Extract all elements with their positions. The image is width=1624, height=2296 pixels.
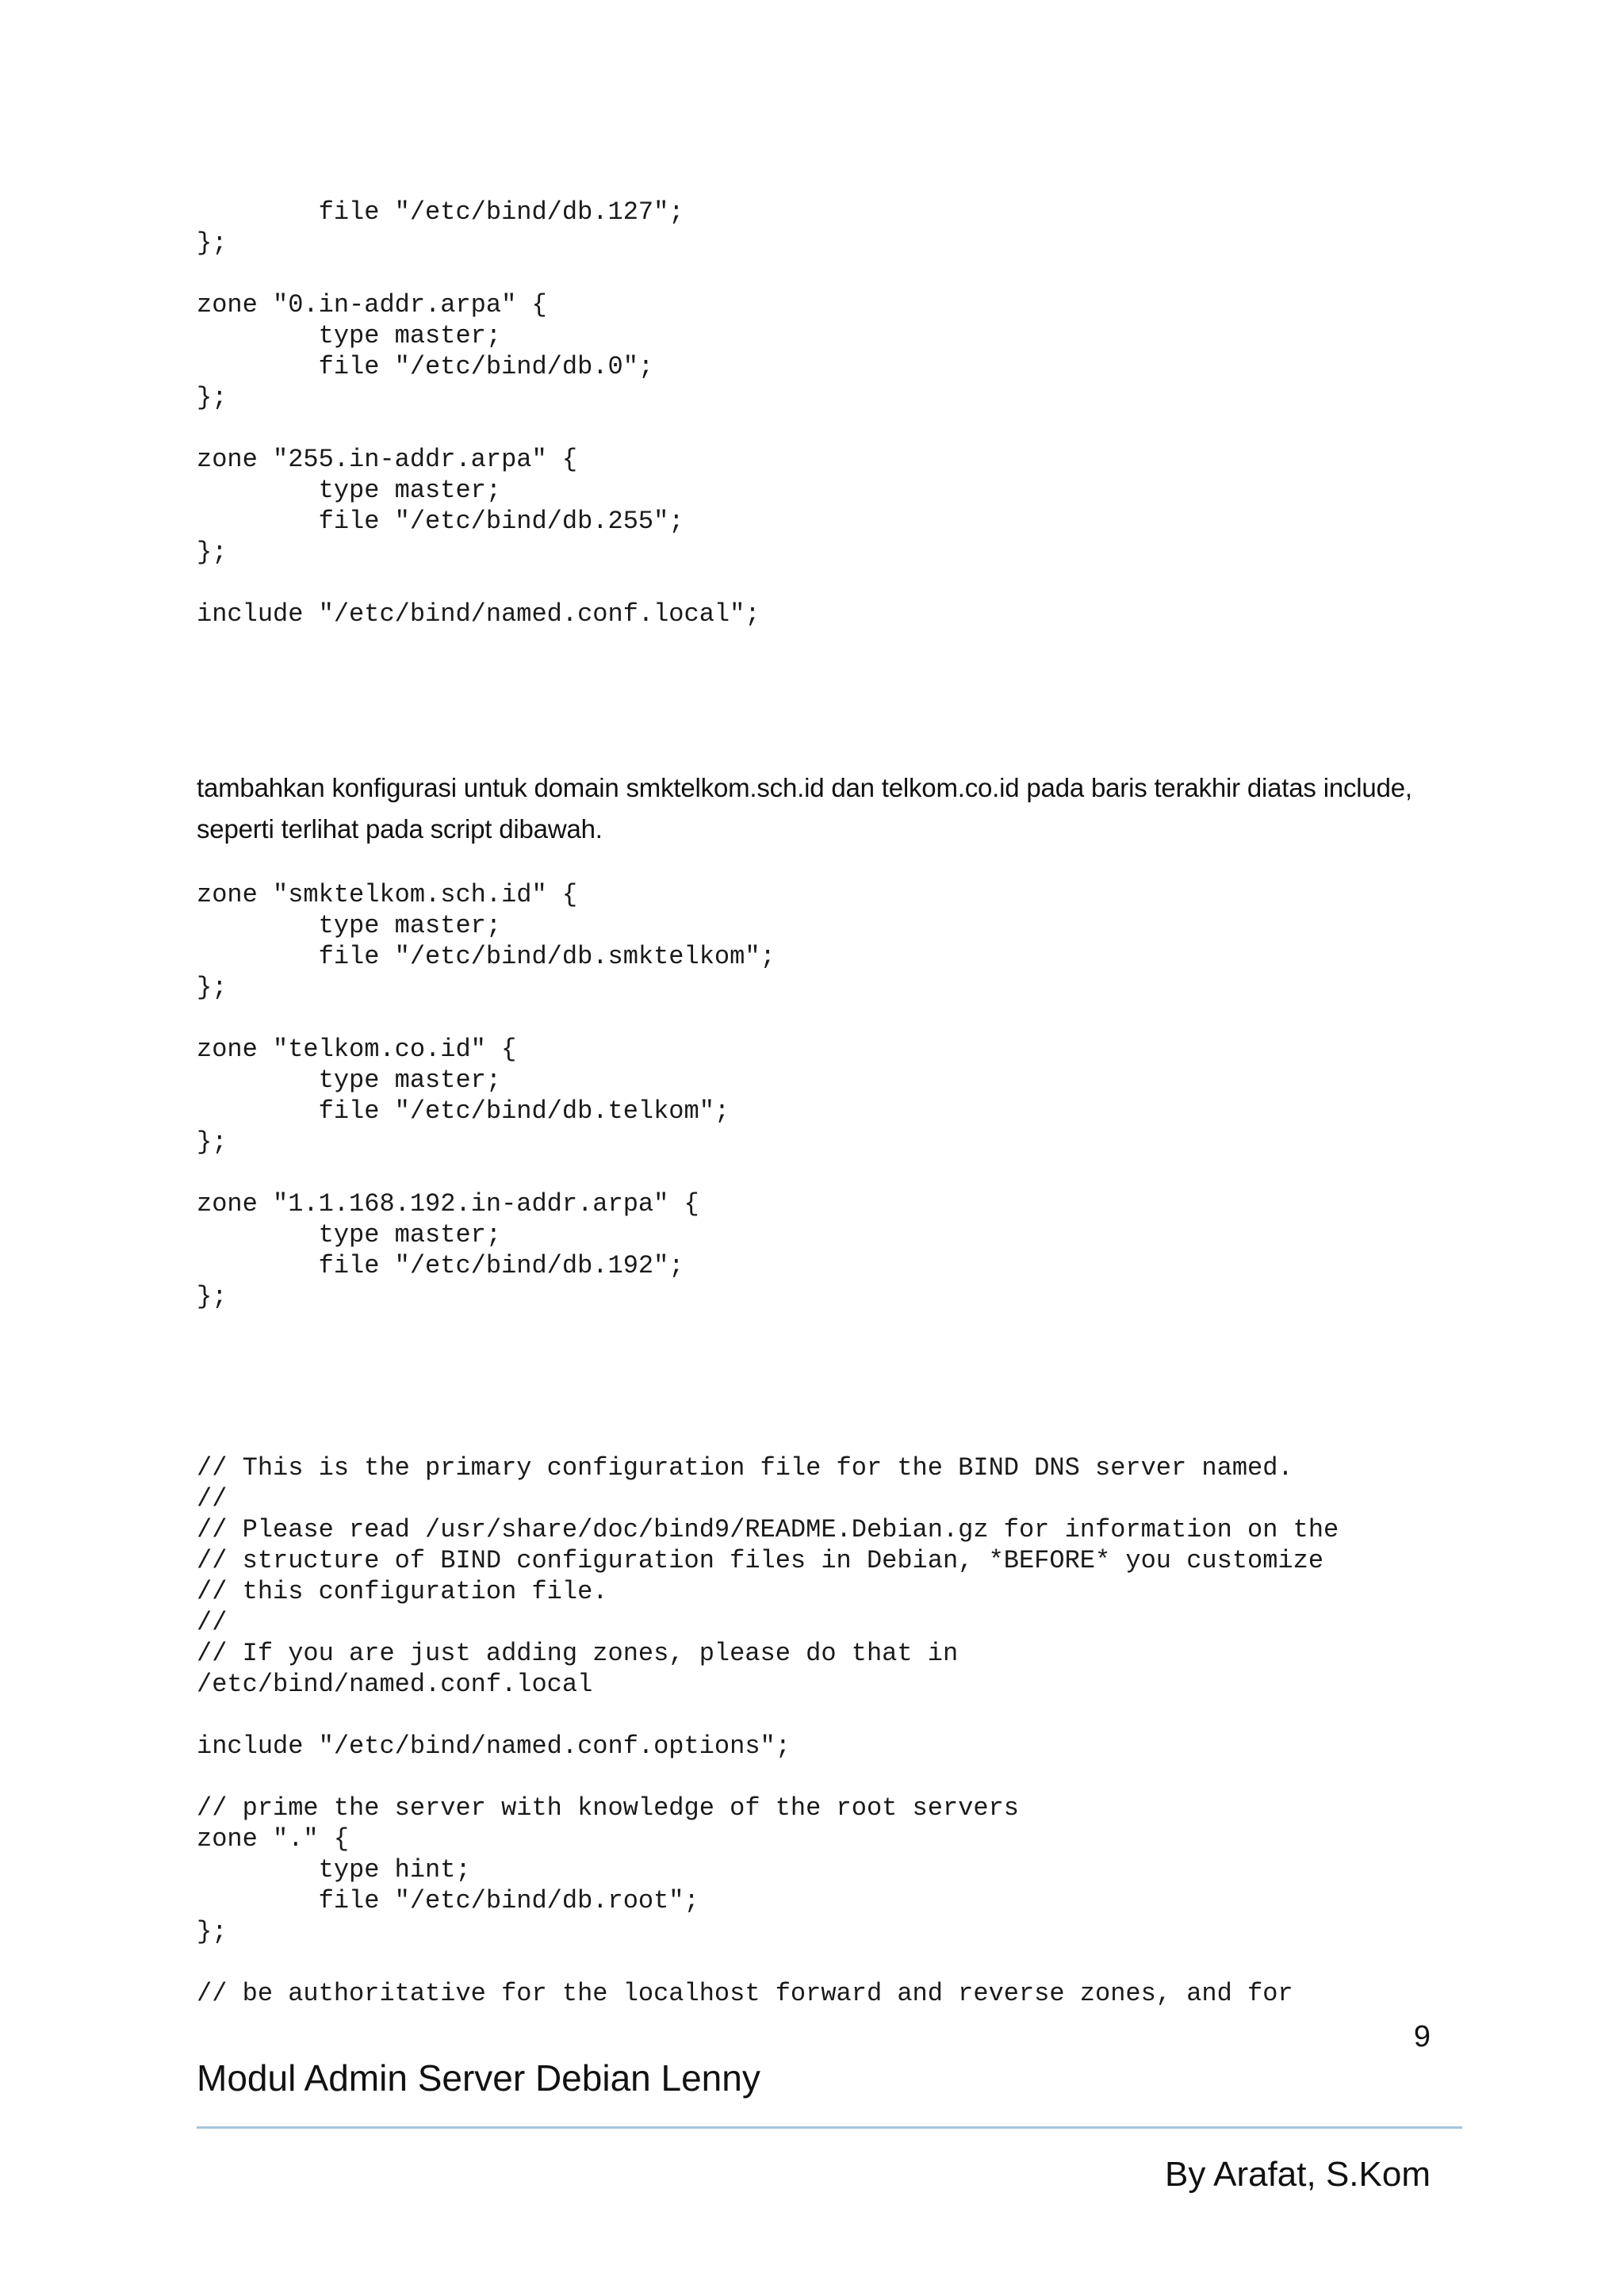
code-block-named-conf: // This is the primary configuration file for the BIND DNS server named. // // Please read /usr/share/doc/bind9/README.Debian.gz for information on the // structure of BIND configuration files in Debian, *BEFORE* you customize // this configuration file. // // If you are just adding zones, please do that in /etc/bind/named.conf.local include "/etc/bind/named.conf.options"; // prime the server with knowledge of the root servers zone "." { type hint; file "/etc/bind/db.root"; }; // be authoritative for the localhost forward and reverse zones, and for [197, 1453, 1339, 2008]
code-block-zone-config: file "/etc/bind/db.127"; }; zone "0.in-addr.arpa" { type master; file "/etc/bind/db.0"; }; zone "255.in-addr.arpa" { type master; file "/etc/bind/db.255"; }; include "/etc/bind/named.conf.local"; [197, 197, 760, 629]
footer-divider [197, 2126, 1462, 2129]
instruction-paragraph: tambahkan konfigurasi untuk domain smktelkom.sch.id dan telkom.co.id pada baris terakhir diatas include, seperti terlihat pada script dibawah. [197, 773, 1412, 844]
page-number: 9 [1413, 2020, 1431, 2053]
footer-author: By Arafat, S.Kom [1164, 2155, 1431, 2194]
footer-title: Modul Admin Server Debian Lenny [197, 2057, 760, 2099]
code-block-new-zones: zone "smktelkom.sch.id" { type master; file "/etc/bind/db.smktelkom"; }; zone "telkom.co.id" { type master; file "/etc/bind/db.telkom"; }; zone "1.1.168.192.in-addr.arpa" { type master; file "/etc/bind/db.192"; }; [197, 880, 776, 1311]
